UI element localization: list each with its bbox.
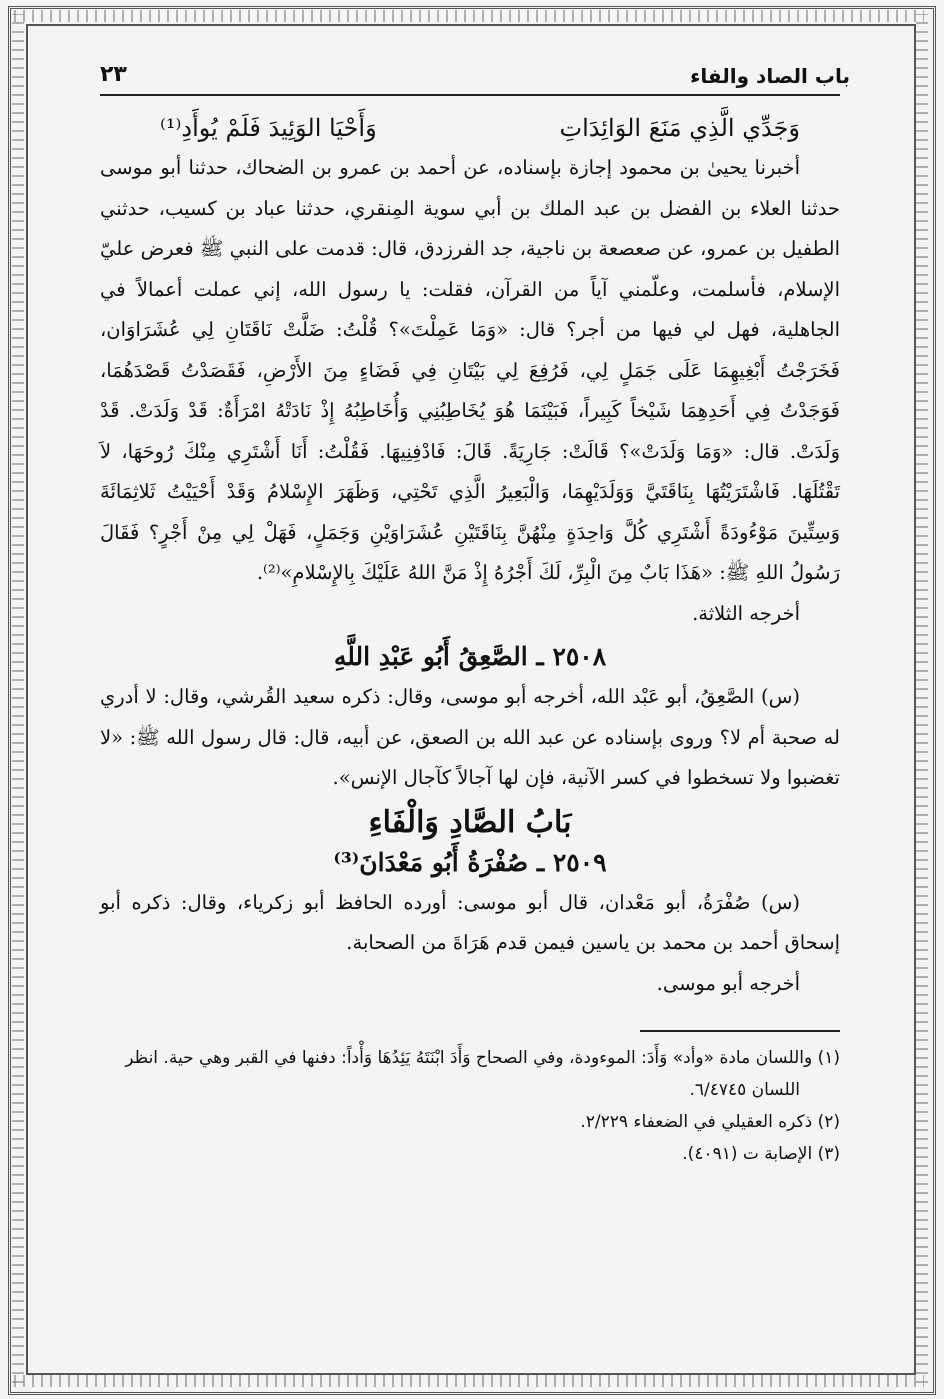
page-number: ٢٣ xyxy=(100,62,127,87)
chapter-heading: بَابُ الصَّادِ وَالْفَاءِ xyxy=(368,804,572,840)
hadith-paragraph: أخبرنا يحيىٰ بن محمود إجازة بإسناده، عن أحمد بن عمرو بن الضحاك، حدثنا أبو موسى حدثنا العلاء بن الفضل بن عبد الملك بن أبي سوية المِنقري، حدثنا عباد بن كسيب، حدثني الطفيل بن عمرو، عن صعصعة بن ناجية، جد الفرزدق، قال: قدمت على النبي ﷺ فعرض عليّ الإسلام، فأسلمت، وعلّمني آياً من القرآن، فقلت: يا رسول الله، إني عملت أعمالاً في الجاهلية، فهل لي فيها من أجر؟ قال: «وَمَا عَمِلْتَ»؟ قُلْتُ: ضَلَّتْ نَاقَتَانِ لِي عُشَرَاوَان، فَخَرَجْتُ أَبْغِيهِمَا عَلَى جَمَلٍ لِي، فَرُفِعَ لِي بَيْتَانِ فِي فَضَاءٍ مِنَ الأَرْضِ، فَقَصَدْتُ قَصْدَهُمَا، فَوَجَدْتُ فِي أَحَدِهِمَا شَيْخاً كَبِيراً، فَبَيْنَمَا هُوَ يُخَاطِبُنِي وَأُخَاطِبُهُ إِذْ نَادَتْهُ امْرَأَةٌ: قَدْ وَلَدَتْ. قَدْ وَلَدَتْ. قال: «وَمَا وَلَدَتْ»؟ قَالَتْ: جَارِيَةً. قَالَ: فَادْفِنِيهَا. فَقُلْتُ: أَنَا أَشْتَرِي مِنْكَ رُوحَهَا، لاَ تَقْتُلَهَا. فَاشْتَرَيْتُهَا بِنَاقَتَيَّ وَوَلَدَيْهِمَا، وَالْبَعِيرُ الَّذِي تَحْتِي، وَظَهَرَ الإِسْلامُ وَقَدْ أَحْيَيْتُ ثَلاثِمَائَةَ وَسِتِّينَ مَوْءُودَةً أَشْتَرِي كُلَّ وَاحِدَةٍ مِنْهُنَّ بِنَاقَتَيْنِ عُشَرَاوَيْنِ وَجَمَلٍ، فَهَلْ لِي مِنْ أَجْرٍ؟ فَقَالَ رَسُولُ اللهِ ﷺ: «هَذَا بَابٌ مِنَ الْبِرِّ، لَكَ أَجْرُهُ إِذْ مَنَّ اللهُ عَلَيْكَ بِالإِسْلامِ»⁽²⁾. xyxy=(100,156,840,584)
footnote-1-continued: اللسان ٦/٤٧٤٥. xyxy=(689,1080,800,1100)
entry-text-2508: (س) الصَّعِقُ، أبو عَبْد الله، أخرجه أبو موسى، وقال: ذكره سعيد القُرشي، وقال: لا أدري له صحبة أم لا؟ وروى بإسناده عن عبد الله بن الصعق، عن أبيه، قال: قال رسول الله ﷺ: «لا تغضبوا ولا تسخطوا في كسر الآنية، فإن لها آجالاً كآجال الإنس». xyxy=(100,685,840,789)
footnote-1: (١) واللسان مادة «وأد» وَأَدَ: الموءودة، وفي الصحاح وَأَدَ ابْنَتَهُ يَئِدُهَا وَأْداً: دفنها في القبر وهي حية. انظر xyxy=(125,1048,840,1068)
poem-verse xyxy=(100,96,840,148)
verse-hemistich-1: وَجَدِّي الَّذِي مَنَعَ الوَائِدَاتِ xyxy=(559,114,800,142)
page-content xyxy=(100,56,850,1170)
footnote-2: (٢) ذكره العقيلي في الضعفاء ٢/٢٢٩. xyxy=(580,1112,840,1132)
footnote-separator xyxy=(640,1030,840,1032)
takhrij-note: أخرجه الثلاثة. xyxy=(692,601,800,625)
takhrij-note-2509: أخرجه أبو موسى. xyxy=(656,971,800,995)
running-header xyxy=(100,56,850,96)
footnote-3: (٣) الإصابة ت (٤٠٩١). xyxy=(682,1144,840,1164)
entry-heading-2509: ٢٥٠٩ ـ صُفْرَةُ أَبُو مَعْدَانَ⁽³⁾ xyxy=(333,847,607,877)
verse-hemistich-2: وَأَحْيَا الوَئِيدَ فَلَمْ يُوأَدِ⁽¹⁾ xyxy=(160,114,377,142)
chapter-title: باب الصاد والفاء xyxy=(690,64,850,88)
entry-text-2509: (س) صُفْرَةُ، أبو مَعْدان، قال أبو موسى: أورده الحافظ أبو زكرياء، وقال: ذكره أبو إسحاق أحمد بن محمد بن ياسين فيمن قدم هَرَاةَ من الصحابة. xyxy=(100,890,840,954)
entry-heading-2508: ٢٥٠٨ ـ الصَّعِقُ أَبُو عَبْدِ اللَّهِ xyxy=(333,642,607,671)
